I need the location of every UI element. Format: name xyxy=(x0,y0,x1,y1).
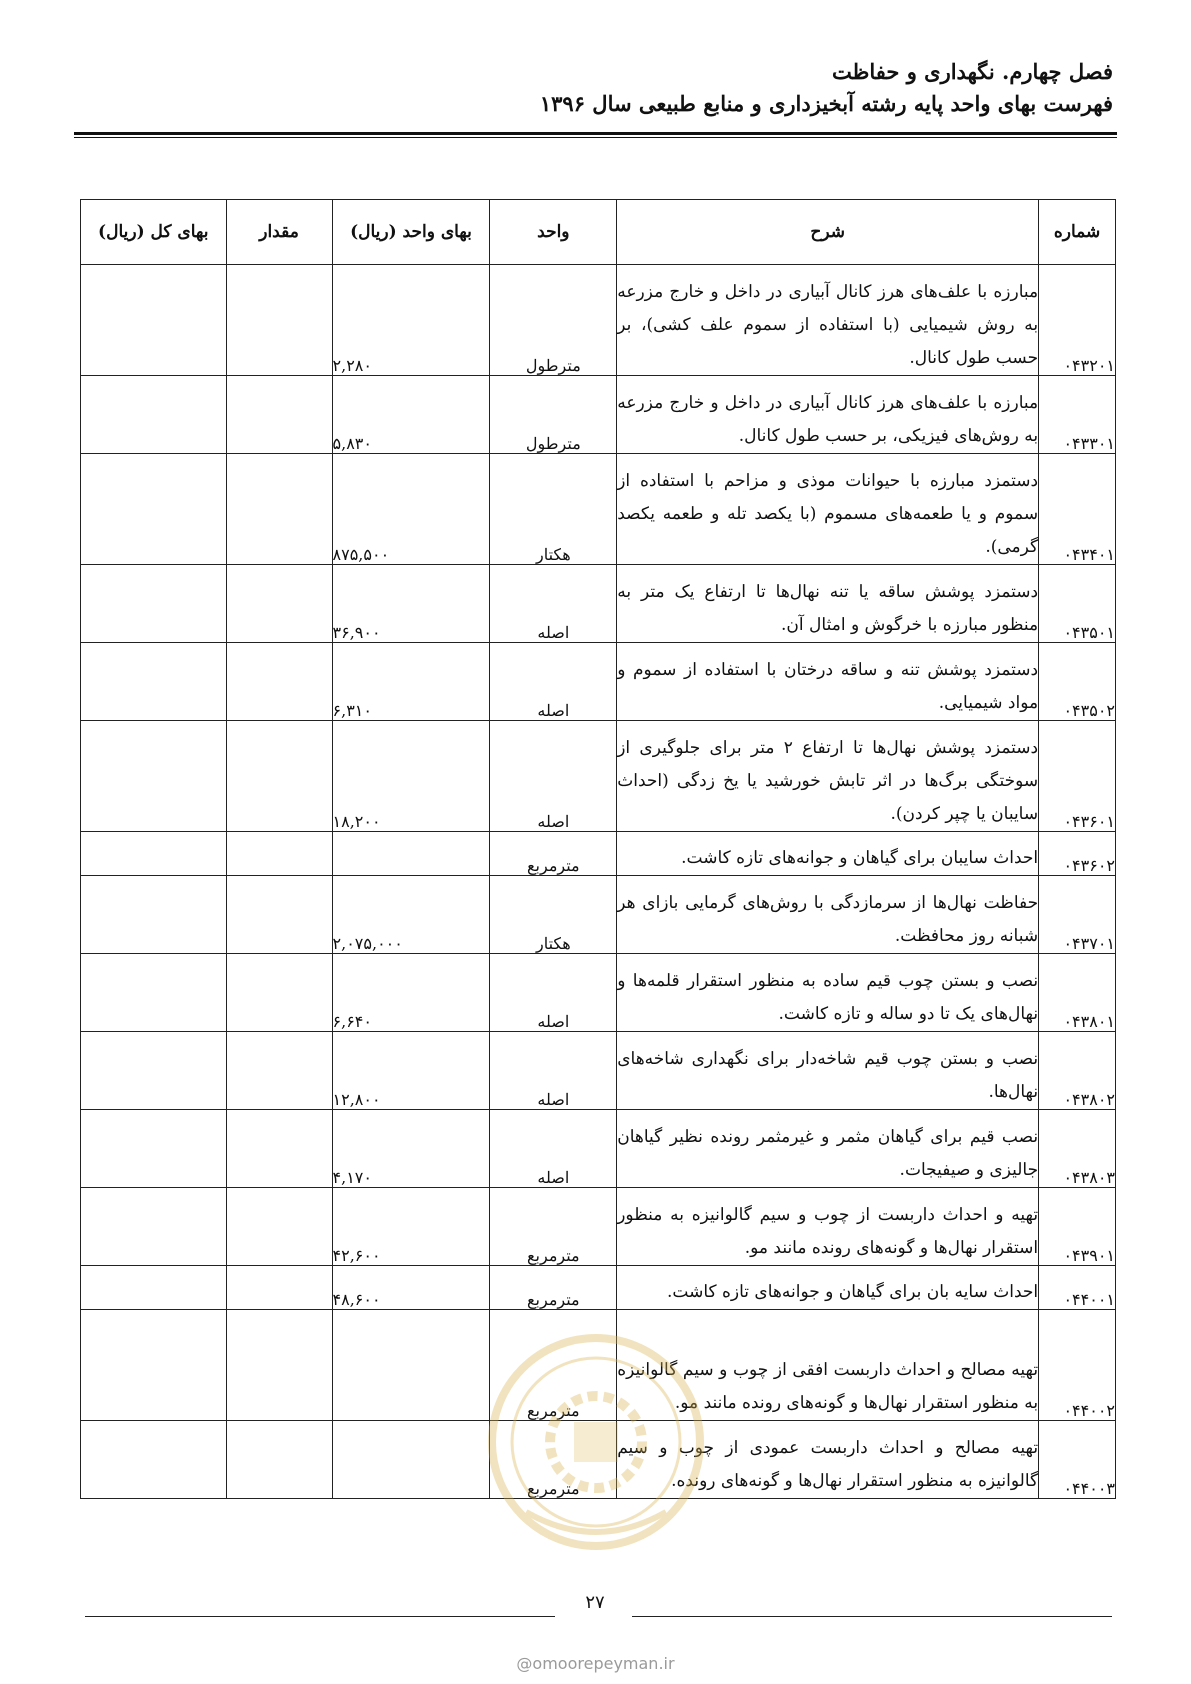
row-description: نصب و بستن چوب قیم ساده به منظور استقرار قلمه‌ها و نهال‌های یک تا دو ساله و تازه کاشت. xyxy=(617,954,1039,1032)
row-description: تهیه مصالح و احداث داربست افقی از چوب و سیم گالوانیزه به منظور استقرار نهال‌ها و گونه‌های رونده مانند مو. xyxy=(617,1310,1039,1421)
table-row xyxy=(81,565,1116,643)
row-code: ۰۴۳۵۰۱ xyxy=(1039,565,1116,643)
row-total xyxy=(81,643,227,721)
row-quantity xyxy=(226,565,332,643)
table-row xyxy=(81,1266,1116,1310)
table-row xyxy=(81,1110,1116,1188)
col-header-unit-price: بهای واحد (ریال) xyxy=(332,200,490,265)
header-rule-thin xyxy=(74,137,1117,138)
row-total xyxy=(81,1032,227,1110)
row-unit-price xyxy=(332,832,490,876)
table-row xyxy=(81,1032,1116,1110)
row-unit: مترمربع xyxy=(490,1266,617,1310)
row-code: ۰۴۳۷۰۱ xyxy=(1039,876,1116,954)
row-unit-price: ۶,۶۴۰ xyxy=(332,954,490,1032)
col-header-unit: واحد xyxy=(490,200,617,265)
row-description: نصب قیم برای گیاهان مثمر و غیرمثمر رونده نظیر گیاهان جالیزی و صیفیجات. xyxy=(617,1110,1039,1188)
row-total xyxy=(81,954,227,1032)
row-total xyxy=(81,454,227,565)
table-row xyxy=(81,954,1116,1032)
watermark-seal-icon xyxy=(486,1322,706,1562)
row-quantity xyxy=(226,1266,332,1310)
row-total xyxy=(81,1310,227,1421)
row-unit: اصله xyxy=(490,565,617,643)
row-quantity xyxy=(226,1110,332,1188)
table-row xyxy=(81,721,1116,832)
row-unit: مترمربع xyxy=(490,1421,617,1499)
row-quantity xyxy=(226,832,332,876)
row-unit-price xyxy=(332,1310,490,1421)
row-quantity xyxy=(226,1310,332,1421)
row-description: دستمزد پوشش نهال‌ها تا ارتفاع ۲ متر برای جلوگیری از سوختگی برگ‌ها در اثر تابش خورشید یا یخ زدگی (احداث سایبان یا چپر کردن). xyxy=(617,721,1039,832)
row-quantity xyxy=(226,1421,332,1499)
row-description: حفاظت نهال‌ها از سرمازدگی با روش‌های گرمایی بازای هر شبانه روز محافظت. xyxy=(617,876,1039,954)
row-code: ۰۴۴۰۰۲ xyxy=(1039,1310,1116,1421)
row-description: دستمزد پوشش ساقه یا تنه نهال‌ها تا ارتفاع یک متر به منظور مبارزه با خرگوش و امثال آن. xyxy=(617,565,1039,643)
row-code: ۰۴۳۶۰۱ xyxy=(1039,721,1116,832)
row-unit-price: ۲,۰۷۵,۰۰۰ xyxy=(332,876,490,954)
col-header-total: بهای کل (ریال) xyxy=(81,200,227,265)
row-unit: مترطول xyxy=(490,376,617,454)
table-row xyxy=(81,832,1116,876)
row-code: ۰۴۳۲۰۱ xyxy=(1039,265,1116,376)
row-code: ۰۴۳۳۰۱ xyxy=(1039,376,1116,454)
price-table xyxy=(80,199,1116,1499)
table-header-row xyxy=(81,200,1116,265)
row-quantity xyxy=(226,265,332,376)
table-row xyxy=(81,376,1116,454)
row-total xyxy=(81,565,227,643)
document-subtitle: فهرست بهای واحد پایه رشته آبخیزداری و منابع طبیعی سال ۱۳۹۶ xyxy=(539,91,1113,116)
row-unit: مترمربع xyxy=(490,1188,617,1266)
row-description: احداث سایبان برای گیاهان و جوانه‌های تازه کاشت. xyxy=(617,832,1039,876)
row-unit: مترمربع xyxy=(490,832,617,876)
row-quantity xyxy=(226,721,332,832)
header-rule-thick xyxy=(74,132,1117,135)
row-quantity xyxy=(226,1032,332,1110)
row-description: مبارزه با علف‌های هرز کانال آبیاری در داخل و خارج مزرعه به روش شیمیایی (با استفاده از سموم علف کشی)، بر حسب طول کانال. xyxy=(617,265,1039,376)
row-description: تهیه مصالح و احداث داربست عمودی از چوب و سیم گالوانیزه به منظور استقرار نهال‌ها و گونه‌های رونده. xyxy=(617,1421,1039,1499)
col-header-quantity: مقدار xyxy=(226,200,332,265)
row-unit-price: ۴۲,۶۰۰ xyxy=(332,1188,490,1266)
row-unit-price: ۳۶,۹۰۰ xyxy=(332,565,490,643)
row-description: احداث سایه بان برای گیاهان و جوانه‌های تازه کاشت. xyxy=(617,1266,1039,1310)
row-code: ۰۴۳۸۰۳ xyxy=(1039,1110,1116,1188)
table-row xyxy=(81,643,1116,721)
row-unit: مترمربع xyxy=(490,1310,617,1421)
row-unit-price: ۱۸,۲۰۰ xyxy=(332,721,490,832)
col-header-description: شرح xyxy=(617,200,1039,265)
footer-rule-right xyxy=(632,1616,1112,1617)
row-unit-price: ۵,۸۳۰ xyxy=(332,376,490,454)
row-description: تهیه و احداث داربست از چوب و سیم گالوانیزه به منظور استقرار نهال‌ها و گونه‌های رونده مانند مو. xyxy=(617,1188,1039,1266)
row-quantity xyxy=(226,954,332,1032)
row-total xyxy=(81,265,227,376)
row-quantity xyxy=(226,1188,332,1266)
row-total xyxy=(81,1266,227,1310)
page-number: ۲۷ xyxy=(585,1592,605,1613)
row-quantity xyxy=(226,876,332,954)
row-code: ۰۴۳۴۰۱ xyxy=(1039,454,1116,565)
row-unit: اصله xyxy=(490,721,617,832)
row-unit: اصله xyxy=(490,954,617,1032)
row-unit: هکتار xyxy=(490,454,617,565)
row-description: دستمزد مبارزه با حیوانات موذی و مزاحم با استفاده از سموم و یا طعمه‌های مسموم (با یکصد تله و طعمه یکصد گرمی). xyxy=(617,454,1039,565)
row-unit-price: ۴,۱۷۰ xyxy=(332,1110,490,1188)
table-row xyxy=(81,265,1116,376)
row-unit-price: ۱۲,۸۰۰ xyxy=(332,1032,490,1110)
row-total xyxy=(81,721,227,832)
row-unit-price: ۶,۳۱۰ xyxy=(332,643,490,721)
table-row xyxy=(81,454,1116,565)
row-quantity xyxy=(226,643,332,721)
row-unit-price: ۲,۲۸۰ xyxy=(332,265,490,376)
row-code: ۰۴۴۰۰۱ xyxy=(1039,1266,1116,1310)
row-unit-price xyxy=(332,1421,490,1499)
row-unit-price: ۴۸,۶۰۰ xyxy=(332,1266,490,1310)
table-row xyxy=(81,1188,1116,1266)
footer-rule-left xyxy=(85,1616,555,1617)
row-total xyxy=(81,376,227,454)
row-code: ۰۴۳۵۰۲ xyxy=(1039,643,1116,721)
row-code: ۰۴۳۸۰۲ xyxy=(1039,1032,1116,1110)
row-unit: مترطول xyxy=(490,265,617,376)
row-unit: هکتار xyxy=(490,876,617,954)
row-unit: اصله xyxy=(490,1110,617,1188)
watermark-site-text: @omoorepeyman.ir xyxy=(516,1654,675,1673)
row-total xyxy=(81,1421,227,1499)
row-quantity xyxy=(226,376,332,454)
row-total xyxy=(81,1110,227,1188)
row-unit-price: ۸۷۵,۵۰۰ xyxy=(332,454,490,565)
row-total xyxy=(81,1188,227,1266)
row-code: ۰۴۳۶۰۲ xyxy=(1039,832,1116,876)
chapter-title: فصل چهارم. نگهداری و حفاظت xyxy=(832,59,1113,84)
row-unit: اصله xyxy=(490,1032,617,1110)
row-code: ۰۴۴۰۰۳ xyxy=(1039,1421,1116,1499)
row-unit: اصله xyxy=(490,643,617,721)
table-row xyxy=(81,876,1116,954)
row-quantity xyxy=(226,454,332,565)
page-header xyxy=(74,56,1113,120)
row-total xyxy=(81,832,227,876)
row-description: مبارزه با علف‌های هرز کانال آبیاری در داخل و خارج مزرعه به روش‌های فیزیکی، بر حسب طول کانال. xyxy=(617,376,1039,454)
row-code: ۰۴۳۹۰۱ xyxy=(1039,1188,1116,1266)
row-total xyxy=(81,876,227,954)
row-description: نصب و بستن چوب قیم شاخه‌دار برای نگهداری شاخه‌های نهال‌ها. xyxy=(617,1032,1039,1110)
col-header-code: شماره xyxy=(1039,200,1116,265)
row-code: ۰۴۳۸۰۱ xyxy=(1039,954,1116,1032)
row-description: دستمزد پوشش تنه و ساقه درختان با استفاده از سموم و مواد شیمیایی. xyxy=(617,643,1039,721)
